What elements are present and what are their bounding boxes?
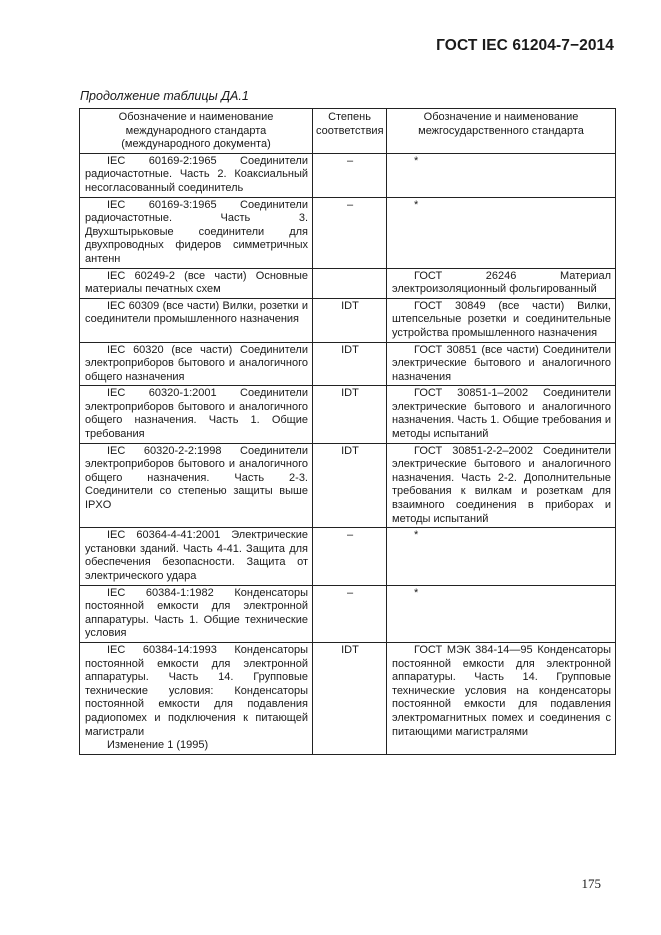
- table-row: [80, 642, 616, 754]
- degree-cell: –: [313, 153, 387, 197]
- standards-table: [79, 108, 616, 755]
- header-international-standard: Обозначение и наименование международного стандарта (международного документа): [80, 109, 313, 154]
- interstate-standard-cell: *: [387, 528, 616, 585]
- amendment-text: Изменение 1 (1995): [107, 739, 209, 752]
- interstate-standard-cell: *: [387, 197, 616, 268]
- international-standard-cell: IEC 60249-2 (все части) Основные материалы печатных схем: [80, 268, 313, 298]
- header-degree-of-conformity: Степень соответствия: [313, 109, 387, 154]
- degree-cell: –: [313, 585, 387, 642]
- table-caption: Продолжение таблицы ДА.1: [80, 89, 249, 103]
- interstate-standard-cell: ГОСТ 30851-1–2002 Соединители электрические бытового и аналогичного назначения. Часть 1. Общие требования и методы испытаний: [387, 386, 616, 443]
- table-row: [80, 528, 616, 585]
- table-row: [80, 268, 616, 298]
- interstate-standard-cell: *: [387, 585, 616, 642]
- international-standard-cell: [80, 642, 313, 754]
- interstate-standard-cell: *: [387, 153, 616, 197]
- interstate-standard-cell: ГОСТ 30851 (все части) Соединители электрические бытового и аналогичного назначения: [387, 342, 616, 386]
- international-standard-cell: IEC 60169-2:1965 Соединители радиочастотные. Часть 2. Коаксиальный несогласованный соединитель: [80, 153, 313, 197]
- international-standard-cell: IEC 60320 (все части) Соединители электроприборов бытового и аналогичного общего назначения: [80, 342, 313, 386]
- degree-cell: IDT: [313, 342, 387, 386]
- table-row: [80, 153, 616, 197]
- degree-cell: IDT: [313, 298, 387, 342]
- table-row: [80, 298, 616, 342]
- international-standard-cell: IEC 60309 (все части) Вилки, розетки и соединители промышленного назначения: [80, 298, 313, 342]
- international-standard-cell: IEC 60320-1:2001 Соединители электроприборов бытового и аналогичного общего назначения. Часть 1. Общие требования: [80, 386, 313, 443]
- page-number: 175: [581, 876, 601, 891]
- table-row: [80, 585, 616, 642]
- international-standard-cell: IEC 60169-3:1965 Соединители радиочастотные. Часть 3. Двухштырьковые соединители для двухпроводных фидеров симметричных антенн: [80, 197, 313, 268]
- international-standard-cell: IEC 60364-4-41:2001 Электрические установки зданий. Часть 4-41. Защита для обеспечения безопасности. Защита от электрического удара: [80, 528, 313, 585]
- header-interstate-standard: Обозначение и наименование межгосударственного стандарта: [387, 109, 616, 154]
- interstate-standard-cell: ГОСТ 26246 Материал электроизоляционный фольгированный: [387, 268, 616, 298]
- interstate-standard-cell: ГОСТ 30849 (все части) Вилки, штепсельные розетки и соединительные устройства промышленного назначения: [387, 298, 616, 342]
- table-header-row: [80, 109, 616, 154]
- degree-cell: –: [313, 197, 387, 268]
- degree-cell: –: [313, 528, 387, 585]
- interstate-standard-cell: ГОСТ МЭК 384-14—95 Конденсаторы постоянной емкости для электронной аппаратуры. Часть 14. Групповые технические условия на конденсаторы постоянной емкости для подавления электромагнитных помех и соединения с питающими магистралями: [387, 642, 616, 754]
- international-standard-cell: IEC 60384-1:1982 Конденсаторы постоянной емкости для электронной аппаратуры. Часть 1. Общие технические условия: [80, 585, 313, 642]
- interstate-standard-cell: ГОСТ 30851-2-2–2002 Соединители электрические бытового и аналогичного назначения. Часть 2-2. Дополнительные требования к вилкам и розеткам для взаимного соединения в приборах и методы испытаний: [387, 443, 616, 528]
- degree-cell: IDT: [313, 443, 387, 528]
- table-row: [80, 342, 616, 386]
- degree-cell: IDT: [313, 642, 387, 754]
- table-row: [80, 443, 616, 528]
- degree-cell: IDT: [313, 386, 387, 443]
- degree-cell: [313, 268, 387, 298]
- table-row: [80, 386, 616, 443]
- international-standard-text: IEC 60384-14:1993 Конденсаторы постоянной емкости для электронной аппаратуры. Часть 14. Групповые технические условия: Конденсаторы постоянной емкости для подавления радиопомех и подключения к питающей магистрали: [85, 643, 308, 738]
- international-standard-cell: IEC 60320-2-2:1998 Соединители электроприборов бытового и аналогичного общего назначения. Часть 2-3. Соединители со степенью защиты выше IPXO: [80, 443, 313, 528]
- document-header: ГОСТ IEC 61204-7−2014: [436, 37, 614, 54]
- table-row: [80, 197, 616, 268]
